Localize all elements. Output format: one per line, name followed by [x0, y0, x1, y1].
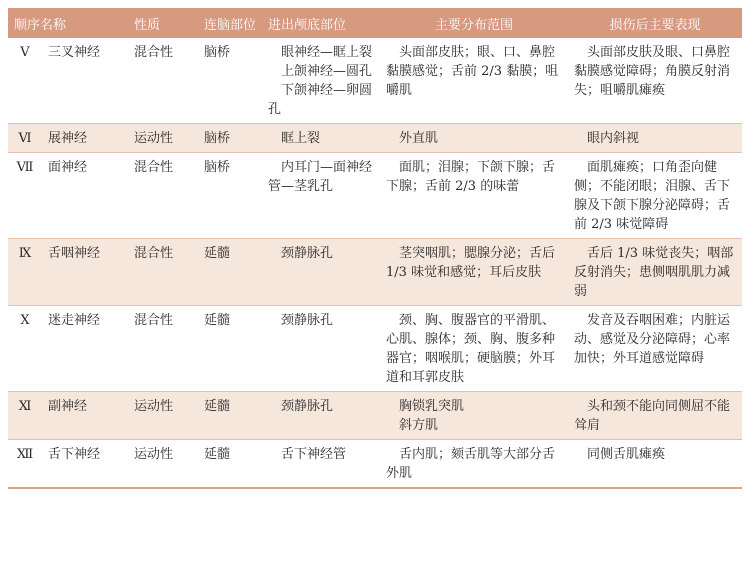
- nerve-brain-site: 延髓: [204, 447, 231, 462]
- table-row: [8, 239, 742, 306]
- table-row: [8, 124, 742, 153]
- nerve-passage: [262, 392, 380, 440]
- passage-line: 上颌神经—圆孔: [281, 64, 373, 79]
- table-row: [8, 153, 742, 239]
- table-body: [8, 38, 742, 488]
- nerve-passage: [262, 306, 380, 392]
- nerve-nature: 混合性: [134, 160, 174, 175]
- header-order-name: 顺序名称: [14, 17, 67, 33]
- distribution-line: 斜方肌: [399, 418, 439, 433]
- nerve-name: 舌下神经: [48, 447, 101, 462]
- passage-line: 颈静脉孔: [281, 399, 334, 414]
- header-brain-site: 连脑部位: [204, 17, 257, 33]
- passage-line: 眶上裂: [281, 131, 321, 146]
- nerve-number: Ⅵ: [18, 131, 32, 146]
- nerve-injury: 同侧舌肌瘫痪: [587, 447, 666, 462]
- nerve-name: 面神经: [48, 160, 88, 175]
- nerve-passage: [262, 153, 380, 239]
- nerve-brain-site: 脑桥: [204, 45, 231, 60]
- nerve-injury: 面肌瘫痪；口角歪向健侧；不能闭眼；泪腺、舌下腺及下颌下腺分泌障碍；舌前 2/3 味觉障碍: [574, 160, 731, 232]
- passage-line: 舌下神经管: [281, 447, 347, 462]
- passage-line: 颈静脉孔: [281, 246, 334, 261]
- nerve-distribution: 头面部皮肤；眼、口、鼻腔黏膜感觉；舌前 2/3 黏膜；咀嚼肌: [386, 45, 559, 98]
- nerve-brain-site: 延髓: [204, 313, 231, 328]
- header-nature: 性质: [134, 17, 161, 33]
- nerve-injury: 发音及吞咽困难；内脏运动、感觉及分泌障碍；心率加快；外耳道感觉障碍: [574, 313, 731, 366]
- nerve-nature: 运动性: [134, 131, 174, 146]
- nerve-name: 舌咽神经: [48, 246, 101, 261]
- nerve-distribution: 茎突咽肌；腮腺分泌；舌后 1/3 味觉和感觉；耳后皮肤: [386, 246, 556, 280]
- nerve-passage: [262, 239, 380, 306]
- nerve-brain-site: 延髓: [204, 399, 231, 414]
- nerve-name: 迷走神经: [48, 313, 101, 328]
- nerve-injury: 眼内斜视: [587, 131, 640, 146]
- nerve-nature: 混合性: [134, 246, 174, 261]
- nerve-name: 展神经: [48, 131, 88, 146]
- nerve-number: Ⅴ: [20, 45, 30, 60]
- nerve-distribution: 面肌；泪腺；下颌下腺；舌下腺；舌前 2/3 的味蕾: [386, 160, 556, 194]
- passage-line: 眼神经—眶上裂: [281, 45, 373, 60]
- header-row: [8, 8, 742, 38]
- table-header: [8, 8, 742, 38]
- nerve-brain-site: 延髓: [204, 246, 231, 261]
- nerve-brain-site: 脑桥: [204, 131, 231, 146]
- nerve-injury: 头面部皮肤及眼、口鼻腔黏膜感觉障碍；角膜反射消失；咀嚼肌瘫痪: [574, 45, 731, 98]
- nerve-nature: 混合性: [134, 313, 174, 328]
- header-skull-passage: 进出颅底部位: [268, 17, 347, 33]
- nerve-passage: [262, 440, 380, 489]
- nerve-injury: 头和颈不能向同侧屈不能耸肩: [574, 399, 731, 433]
- nerve-nature: 运动性: [134, 447, 174, 462]
- table-row: [8, 392, 742, 440]
- nerve-injury: 舌后 1/3 味觉丧失；咽部反射消失；患侧咽肌肌力减弱: [574, 246, 734, 299]
- header-distribution: 主要分布范围: [435, 17, 514, 33]
- nerve-nature: 混合性: [134, 45, 174, 60]
- table-row: [8, 38, 742, 124]
- nerve-distribution: [380, 392, 568, 440]
- passage-line: 内耳门—面神经管—茎乳孔: [268, 160, 373, 194]
- nerve-passage: [262, 38, 380, 124]
- distribution-line: 胸锁乳突肌: [399, 399, 465, 414]
- nerve-distribution: 外直肌: [399, 131, 439, 146]
- nerve-distribution: 舌内肌；颏舌肌等大部分舌外肌: [386, 447, 556, 481]
- nerve-name: 三叉神经: [48, 45, 101, 60]
- cranial-nerve-table: [8, 8, 742, 489]
- nerve-name: 副神经: [48, 399, 88, 414]
- nerve-number: Ⅺ: [18, 399, 32, 414]
- nerve-nature: 运动性: [134, 399, 174, 414]
- nerve-number: Ⅸ: [18, 246, 32, 261]
- nerve-brain-site: 脑桥: [204, 160, 231, 175]
- passage-line: 颈静脉孔: [281, 313, 334, 328]
- nerve-number: Ⅹ: [20, 313, 30, 328]
- nerve-distribution: 颈、胸、腹器官的平滑肌、心肌、腺体；颈、胸、腹多种器官；咽喉肌；硬脑膜；外耳道和耳郭皮肤: [386, 313, 556, 385]
- nerve-number: Ⅶ: [16, 160, 34, 175]
- table-row: [8, 306, 742, 392]
- table-row: [8, 440, 742, 489]
- nerve-passage: [262, 124, 380, 153]
- passage-line: 下颌神经—卵圆孔: [268, 83, 373, 117]
- nerve-number: Ⅻ: [16, 447, 34, 462]
- header-injury: 损伤后主要表现: [609, 17, 701, 33]
